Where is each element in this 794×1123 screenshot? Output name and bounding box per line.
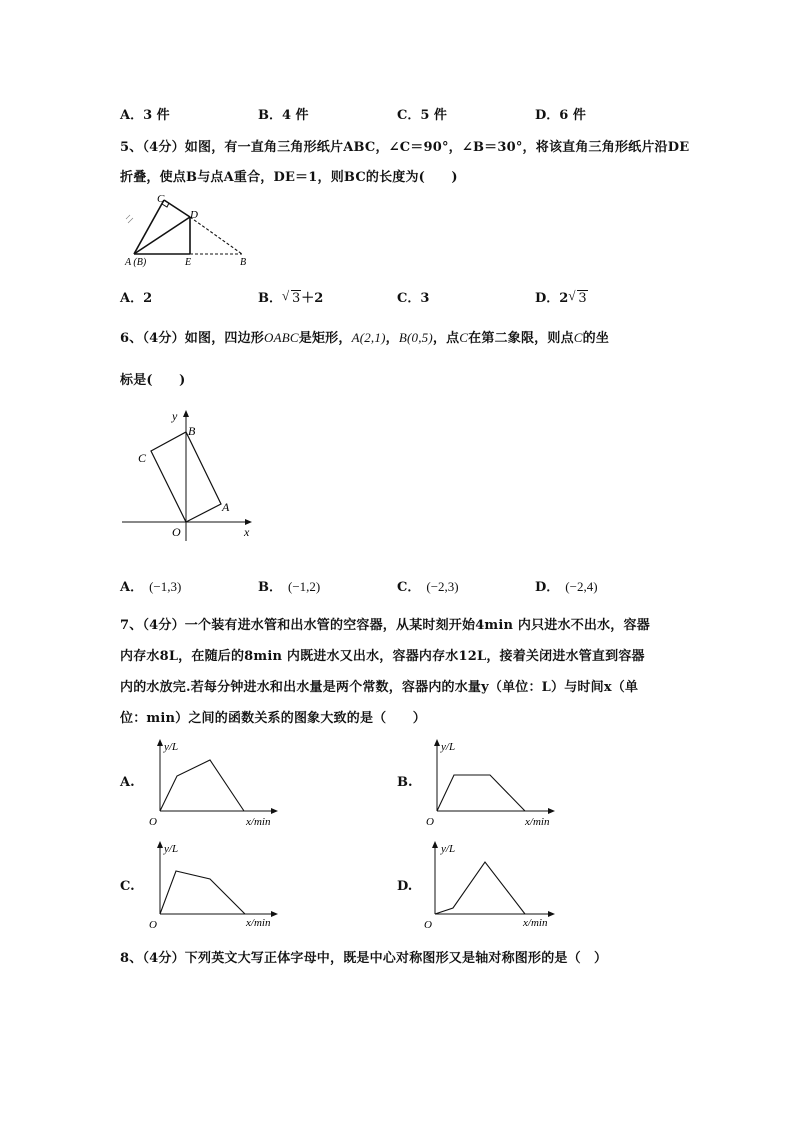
q6-label-b: B — [188, 424, 196, 438]
q5-option-b-prefix: B． — [258, 291, 282, 306]
q6-mid2: ，点 — [432, 331, 460, 346]
q7-graph-c — [145, 837, 285, 932]
q6-point-c2: C — [573, 330, 583, 345]
q6-option-d-label: D． — [535, 580, 560, 595]
q6-shape: OABC — [264, 330, 299, 345]
q5-label-ab: A (B) — [125, 257, 147, 268]
q7-option-a: A. — [120, 775, 135, 790]
sqrt-icon: √ 3 — [568, 288, 587, 306]
q6-option-b-label: B． — [258, 580, 282, 595]
q7-a-ylabel: y/L — [164, 741, 179, 753]
q4-option-b: B．4 件 — [258, 108, 309, 123]
q7-b-origin: O — [426, 816, 434, 828]
q4-option-d: D．6 件 — [535, 108, 586, 123]
sqrt-icon: √ 3 — [282, 288, 301, 306]
q7-c-origin: O — [149, 919, 157, 931]
q6-option-b-value: (−1,2) — [288, 579, 321, 594]
q7-b-xlabel: x/min — [525, 816, 550, 828]
q5-option-c: C．3 — [397, 291, 430, 306]
q7-d-origin: O — [424, 919, 432, 931]
q6-label-x: x — [244, 525, 250, 539]
q6-end: 的坐 — [582, 331, 610, 346]
q7-c-xlabel: x/min — [246, 917, 271, 929]
q7-stem-line1: 7、（4分）一个装有进水管和出水管的空容器，从某时刻开始4min 内只进水不出水，容器 — [120, 618, 650, 633]
q7-option-b: B. — [397, 775, 413, 790]
q5-label-d: D — [190, 209, 198, 221]
q7-stem-line2: 内存水8L，在随后的8min 内既进水又出水，容器内存水12L，接着关闭进水管直到容器 — [120, 649, 645, 664]
q7-d-ylabel: y/L — [441, 843, 456, 855]
q6-option-c-value: (−2,3) — [426, 579, 459, 594]
q4-option-c: C．5 件 — [397, 108, 447, 123]
q6-option-a — [120, 576, 181, 595]
q8-stem-line1: 8、（4分）下列英文大写正体字母中，既是中心对称图形又是轴对称图形的是（ ） — [120, 951, 608, 966]
q5-option-b — [258, 287, 323, 306]
q7-b-ylabel: y/L — [441, 741, 456, 753]
q5-option-d-radicand: 3 — [578, 291, 587, 306]
q6-option-c-label: C． — [397, 580, 421, 595]
q5-stem-line2: 折叠，使点B与点A重合，DE＝1，则BC的长度为( ) — [120, 170, 458, 185]
q7-a-origin: O — [149, 816, 157, 828]
q7-stem-line4: 位：min）之间的函数关系的图象大致的是（ ） — [120, 711, 426, 726]
q6-mid1: 是矩形， — [298, 331, 352, 346]
q6-option-a-value: (−1,3) — [149, 579, 182, 594]
q7-graph-b — [422, 735, 562, 830]
q5-option-a: A．2 — [120, 291, 153, 306]
q7-option-d: D. — [397, 879, 413, 894]
q5-option-d-prefix: D．2 — [535, 291, 569, 306]
q5-option-d — [535, 287, 588, 306]
q6-stem-line1 — [120, 327, 609, 346]
q5-label-e: E — [185, 257, 192, 268]
q7-option-c: C. — [120, 879, 135, 894]
q4-option-a: A．3 件 — [120, 108, 170, 123]
q7-c-ylabel: y/L — [164, 843, 179, 855]
q7-a-xlabel: x/min — [246, 816, 271, 828]
q6-label-o: O — [172, 525, 181, 539]
q5-stem-line1: 5、（4分）如图，有一直角三角形纸片ABC，∠C＝90°，∠B＝30°，将该直角三角形纸片沿DE — [120, 140, 690, 155]
q6-stem-line2: 标是( ) — [120, 373, 186, 388]
q6-rectangle-figure — [120, 405, 260, 545]
q6-prefix: 6、（4分）如图，四边形 — [120, 331, 264, 346]
q7-graph-a — [145, 735, 285, 830]
q6-option-d-value: (−2,4) — [565, 579, 598, 594]
q7-d-xlabel: x/min — [523, 917, 548, 929]
q5-option-b-radicand: 3 — [292, 291, 301, 306]
q6-option-b — [258, 576, 320, 595]
q6-option-a-label: A． — [120, 580, 144, 595]
q6-point-b: B(0,5) — [398, 330, 433, 345]
q5-label-c: C — [157, 193, 165, 205]
q6-label-a: A — [222, 500, 230, 514]
q6-point-c: C — [459, 330, 469, 345]
q5-option-b-suffix: ＋2 — [301, 291, 324, 306]
q5-label-b: B — [240, 257, 247, 268]
q6-option-d — [535, 576, 598, 595]
q7-stem-line3: 内的水放完.若每分钟进水和出水量是两个常数，容器内的水量y（单位：L）与时间x（单 — [120, 680, 639, 695]
q6-option-c — [397, 576, 459, 595]
q6-mid3: 在第二象限，则点 — [468, 331, 574, 346]
q6-label-c: C — [138, 451, 147, 465]
q6-comma: ， — [385, 331, 399, 346]
q6-label-y: y — [172, 409, 178, 423]
q5-triangle-figure — [120, 193, 260, 268]
q6-point-a: A(2,1) — [351, 330, 386, 345]
q7-graph-d — [422, 837, 562, 932]
